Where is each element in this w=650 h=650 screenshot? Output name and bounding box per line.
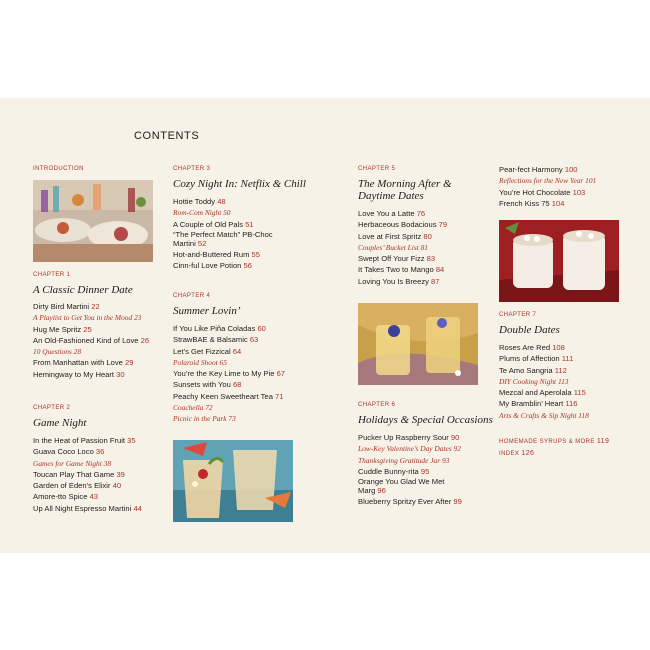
- chapter-4-item: [173, 368, 285, 379]
- chapter-3-item: [173, 260, 278, 271]
- chapter-2-item-text: Toucan Play That Game: [33, 469, 117, 479]
- chapter-7-item-page: 116: [565, 399, 578, 409]
- chapter-4-item-page: 72: [205, 403, 213, 413]
- chapter-4-item-page: 63: [249, 335, 259, 345]
- chapter-2-item: [33, 446, 142, 457]
- chapter-5-item: [358, 264, 447, 275]
- chapter-3-item-page: 56: [243, 261, 252, 271]
- chapter-7-item-text: Plums of Affection: [499, 354, 562, 364]
- chapter-5-item-page: 84: [435, 265, 445, 275]
- chapter-2-item: [33, 503, 142, 514]
- chapter-6-item-page: 92: [453, 444, 461, 454]
- chapter-4-item: [173, 413, 285, 424]
- chapter-1-title: A Classic Dinner Date: [33, 284, 133, 296]
- chapter-7-item-text: Arts & Crafts & Sip Night: [499, 410, 579, 420]
- chapter-6-item-text: Pucker Up Raspberry Sour: [358, 433, 451, 442]
- chapter-4-item-page: 64: [232, 346, 242, 356]
- chapter-4-item-text: Sunsets with You: [173, 380, 233, 390]
- chapter-7-item-page: 112: [554, 365, 567, 375]
- chapter-3-item-page: 51: [245, 219, 254, 229]
- chapter-4-item-text: Coachella: [173, 403, 206, 413]
- chapter-3-title: Cozy Night In: Netflix & Chill: [173, 178, 306, 190]
- chapter-7-item: [499, 398, 589, 409]
- chapter-5-item-page: 83: [426, 254, 436, 264]
- chapter-3-item-page: 55: [251, 249, 260, 259]
- chapter-2-item-page: 36: [95, 447, 105, 457]
- chapter-7-item: [499, 410, 589, 421]
- chapter-3-item-text: Hottie Toddy: [173, 197, 218, 206]
- chapter-1-item-text: Hug Me Spritz: [33, 324, 84, 334]
- chapter-5-item: [358, 253, 447, 264]
- chapter-6-cont-item-text: French Kiss 75: [499, 198, 552, 208]
- chapter-3-item: [173, 230, 278, 249]
- chapter-6-item: [358, 496, 463, 507]
- chapter-5-item-text: Swept Off Your Fizz: [358, 254, 427, 264]
- chapter-2-list: [33, 435, 142, 514]
- chapter-2-item-page: 35: [127, 436, 136, 445]
- chapter-6-cont-item-page: 104: [551, 198, 565, 208]
- chapter-6-item-text: Orange You Glad We Met Marg: [358, 477, 445, 496]
- chapter-3-item-text: Cinn-ful Love Potion: [173, 261, 244, 271]
- chapter-6-cont-item-text: You’re Hot Chocolate: [499, 187, 573, 197]
- chapter-3-item-page: 48: [217, 197, 226, 206]
- chapter-6-item: [358, 477, 463, 496]
- chapter-6-item-page: 96: [377, 486, 386, 496]
- chapter-1-item-text: An Old-Fashioned Kind of Love: [33, 335, 141, 345]
- chapter-1-item-page: 22: [91, 302, 100, 311]
- chapter-1-item-text: Hemingway to My Heart: [33, 369, 117, 379]
- chapter-6-cont-item: [499, 198, 596, 209]
- chapter-1-item: [33, 301, 149, 312]
- chapter-7-item: [499, 365, 589, 376]
- chapter-6-item-page: 95: [420, 466, 430, 476]
- chapter-2-item: [33, 435, 142, 446]
- chapter-4-item-page: 73: [228, 414, 236, 424]
- chapter-1-item: [33, 312, 149, 323]
- chapter-7-item-page: 118: [578, 410, 589, 420]
- chapter-6-cont-item: [499, 164, 596, 175]
- index-label: INDEX: [499, 451, 520, 457]
- chapter-3-item: [173, 219, 278, 230]
- chapter-6-cont-item: [499, 187, 596, 198]
- chapter-6-item: [358, 443, 463, 454]
- chapter-7-item-text: Roses Are Red: [499, 343, 553, 352]
- chapter-6-label: CHAPTER 6: [358, 402, 396, 408]
- chapter-7-label: CHAPTER 7: [499, 312, 537, 318]
- chapter-1-item-text: A Playlist to Get You in the Mood: [33, 313, 135, 323]
- chapter-5-item-text: Love You a Latte: [358, 209, 417, 218]
- chapter-6-continued-list: [499, 164, 596, 209]
- chapter-6-item-page: 90: [450, 433, 460, 442]
- chapter-3-item-text: A Couple of Old Pals: [173, 219, 246, 229]
- chapter-4-item: [173, 379, 285, 390]
- chapter-2-item-text: Guava Coco Loco: [33, 447, 96, 457]
- chapter-4-title: Summer Lovin’: [173, 305, 241, 317]
- chapter-7-item-page: 113: [557, 376, 569, 386]
- contents-heading: CONTENTS: [134, 130, 200, 142]
- chapter-4-item-text: Peachy Keen Sweetheart Tea: [173, 391, 276, 401]
- chapter-2-item-text: Up All Night Espresso Martini: [33, 503, 134, 513]
- chapter-5-item-page: 81: [420, 242, 428, 252]
- chapter-6-cont-item-page: 103: [572, 187, 586, 197]
- chapter-4-item-page: 71: [275, 391, 284, 401]
- chapter-7-item-text: Te Amo Sangria: [499, 365, 555, 375]
- chapter-7-item-text: Mezcal and Aperolala: [499, 388, 574, 398]
- chapter-4-item-text: Picnic in the Park: [173, 414, 229, 424]
- chapter-5-item-page: 79: [438, 220, 448, 230]
- chapter-5-item: [358, 231, 447, 242]
- chapter-4-item-page: 65: [219, 357, 227, 367]
- chapter-4-item-page: 67: [276, 369, 286, 379]
- chapter-4-item-text: StrawBAE & Balsamic: [173, 335, 250, 345]
- book-spread: [0, 98, 650, 553]
- hot-chocolate-photo: [499, 220, 619, 302]
- chapter-5-item-text: Loving You Is Breezy: [358, 276, 432, 286]
- chapter-1-item: [33, 346, 149, 357]
- chapter-2-item-text: Amore-tto Spice: [33, 492, 90, 502]
- chapter-1-item: [33, 335, 149, 346]
- chapter-2-item-page: 43: [89, 492, 99, 502]
- chapter-5-title-line1: The Morning After &: [358, 178, 452, 190]
- chapter-2-item-text: Garden of Eden’s Elixir: [33, 481, 113, 491]
- chapter-5-item-page: 76: [416, 209, 426, 218]
- chapter-2-item-text: In the Heat of Passion Fruit: [33, 436, 128, 445]
- chapter-7-item: [499, 387, 589, 398]
- chapter-4-item-text: Polaroid Shoot: [173, 357, 220, 367]
- chapter-5-item-text: It Takes Two to Mango: [358, 265, 436, 275]
- chapter-4-item: [173, 357, 285, 368]
- chapter-5-item-page: 80: [423, 231, 432, 241]
- chapter-6-item-text: Thanksgiving Gratitude Jar: [358, 455, 442, 465]
- chapter-4-item-text: Let’s Get Fizzical: [173, 346, 233, 356]
- chapter-3-item-text: “The Perfect Match” PB-Choc Martini: [173, 229, 273, 248]
- chapter-6-item-text: Low-Key Valentine’s Day Dates: [358, 444, 454, 454]
- chapter-5-label: CHAPTER 5: [358, 166, 396, 172]
- chapter-2-item-page: 38: [103, 458, 112, 468]
- chapter-6-cont-item: [499, 175, 596, 186]
- chapter-5-item: [358, 276, 447, 287]
- chapter-1-list: [33, 301, 149, 380]
- chapter-3-item-text: Rom-Com Night: [173, 208, 224, 218]
- chapter-4-item: [173, 346, 285, 357]
- chapter-4-list: [173, 323, 285, 425]
- chapter-5-item-text: Couples’ Bucket List: [358, 242, 421, 252]
- chapter-2-item: [33, 491, 142, 502]
- chapter-3-item-page: 52: [197, 238, 207, 248]
- chapter-4-item: [173, 334, 285, 345]
- chapter-3-item-page: 50: [223, 208, 231, 218]
- chapter-6-item: [358, 466, 463, 477]
- chapter-1-item-page: 28: [73, 347, 82, 357]
- chapter-4-item-text: If You Like Piña Coladas: [173, 324, 258, 333]
- index-page: 126: [521, 450, 535, 457]
- homemade-syrups-page: 119: [596, 438, 610, 445]
- chapter-5-title-line2: Daytime Dates: [358, 190, 424, 202]
- chapter-2-label: CHAPTER 2: [33, 405, 71, 411]
- chapter-5-item: [358, 242, 447, 253]
- chapter-2-item-text: Games for Game Night: [33, 458, 104, 468]
- chapter-4-item: [173, 402, 285, 413]
- chapter-6-item-page: 99: [453, 497, 462, 507]
- homemade-syrups-entry: [499, 438, 609, 445]
- chapter-5-item-page: 87: [431, 276, 440, 286]
- chapter-1-item: [33, 369, 149, 380]
- pina-colada-photo: [173, 440, 293, 522]
- chapter-4-item-text: You’re the Key Lime to My Pie: [173, 369, 277, 379]
- chapter-5-item-text: Love at First Spritz: [358, 231, 424, 241]
- chapter-6-item-page: 93: [441, 455, 450, 465]
- chapter-1-item: [33, 324, 149, 335]
- chapter-5-item: [358, 208, 447, 219]
- chapter-1-item-text: 10 Questions: [33, 347, 74, 357]
- chapter-4-item: [173, 323, 285, 334]
- chapter-2-title: Game Night: [33, 417, 87, 429]
- chapter-1-item-text: Dirty Bird Martini: [33, 302, 92, 311]
- chapter-3-item: [173, 249, 278, 260]
- chapter-1-item-page: 25: [83, 324, 92, 334]
- chapter-2-item-page: 44: [133, 503, 142, 513]
- chapter-1-item-page: 30: [116, 369, 125, 379]
- chapter-6-cont-item-page: 100: [564, 165, 578, 174]
- chapter-5-item: [358, 219, 447, 230]
- chapter-6-cont-item-text: Reflections for the New Year: [499, 176, 586, 186]
- chapter-3-item-text: Hot-and-Buttered Rum: [173, 249, 252, 259]
- chapter-6-item: [358, 432, 463, 443]
- chapter-7-list: [499, 342, 589, 421]
- chapter-6-cont-item-text: Pear-fect Harmony: [499, 165, 565, 174]
- chapter-6-title: Holidays & Special Occasions: [358, 414, 493, 426]
- chapter-7-item-text: My Bramblin’ Heart: [499, 399, 566, 409]
- chapter-2-item-page: 39: [116, 469, 125, 479]
- chapter-7-item-page: 111: [561, 354, 574, 364]
- introduction-label: INTRODUCTION: [33, 166, 84, 172]
- chapter-6-item-text: Cuddle Bunny-rita: [358, 466, 421, 476]
- chapter-6-item: [358, 455, 463, 466]
- chapter-2-item: [33, 469, 142, 480]
- chapter-6-list: [358, 432, 463, 507]
- chapter-7-item: [499, 353, 589, 364]
- chapter-2-item: [33, 480, 142, 491]
- chapter-2-item-page: 40: [112, 481, 122, 491]
- chapter-1-label: CHAPTER 1: [33, 272, 71, 278]
- chapter-4-label: CHAPTER 4: [173, 293, 211, 299]
- chapter-1-item-page: 26: [140, 335, 150, 345]
- chapter-4-item: [173, 391, 285, 402]
- index-entry: [499, 450, 534, 457]
- chapter-5-list: [358, 208, 447, 287]
- dinner-table-photo: [33, 180, 153, 262]
- chapter-3-label: CHAPTER 3: [173, 166, 211, 172]
- chapter-4-item-page: 60: [257, 324, 266, 333]
- chapter-1-item: [33, 357, 149, 368]
- chapter-2-item: [33, 458, 142, 469]
- homemade-syrups-label: HOMEMADE SYRUPS & MORE: [499, 439, 595, 445]
- chapter-6-cont-item-page: 101: [585, 176, 597, 186]
- chapter-4-item-page: 68: [232, 380, 242, 390]
- chapter-7-title: Double Dates: [499, 324, 560, 336]
- chapter-6-item-text: Blueberry Spritzy Ever After: [358, 497, 454, 507]
- chapter-3-item: [173, 207, 278, 218]
- chapter-7-item-text: DIY Cooking Night: [499, 376, 558, 386]
- chapter-1-item-page: 29: [125, 358, 134, 368]
- chapter-1-item-page: 23: [134, 313, 142, 323]
- chapter-3-list: [173, 196, 278, 271]
- spritz-photo: [358, 303, 478, 385]
- chapter-7-item-page: 115: [573, 388, 586, 398]
- chapter-7-item: [499, 376, 589, 387]
- chapter-5-item-text: Herbaceous Bodacious: [358, 220, 439, 230]
- chapter-3-item: [173, 196, 278, 207]
- chapter-7-item: [499, 342, 589, 353]
- chapter-1-item-text: From Manhattan with Love: [33, 358, 126, 368]
- chapter-7-item-page: 108: [552, 343, 565, 352]
